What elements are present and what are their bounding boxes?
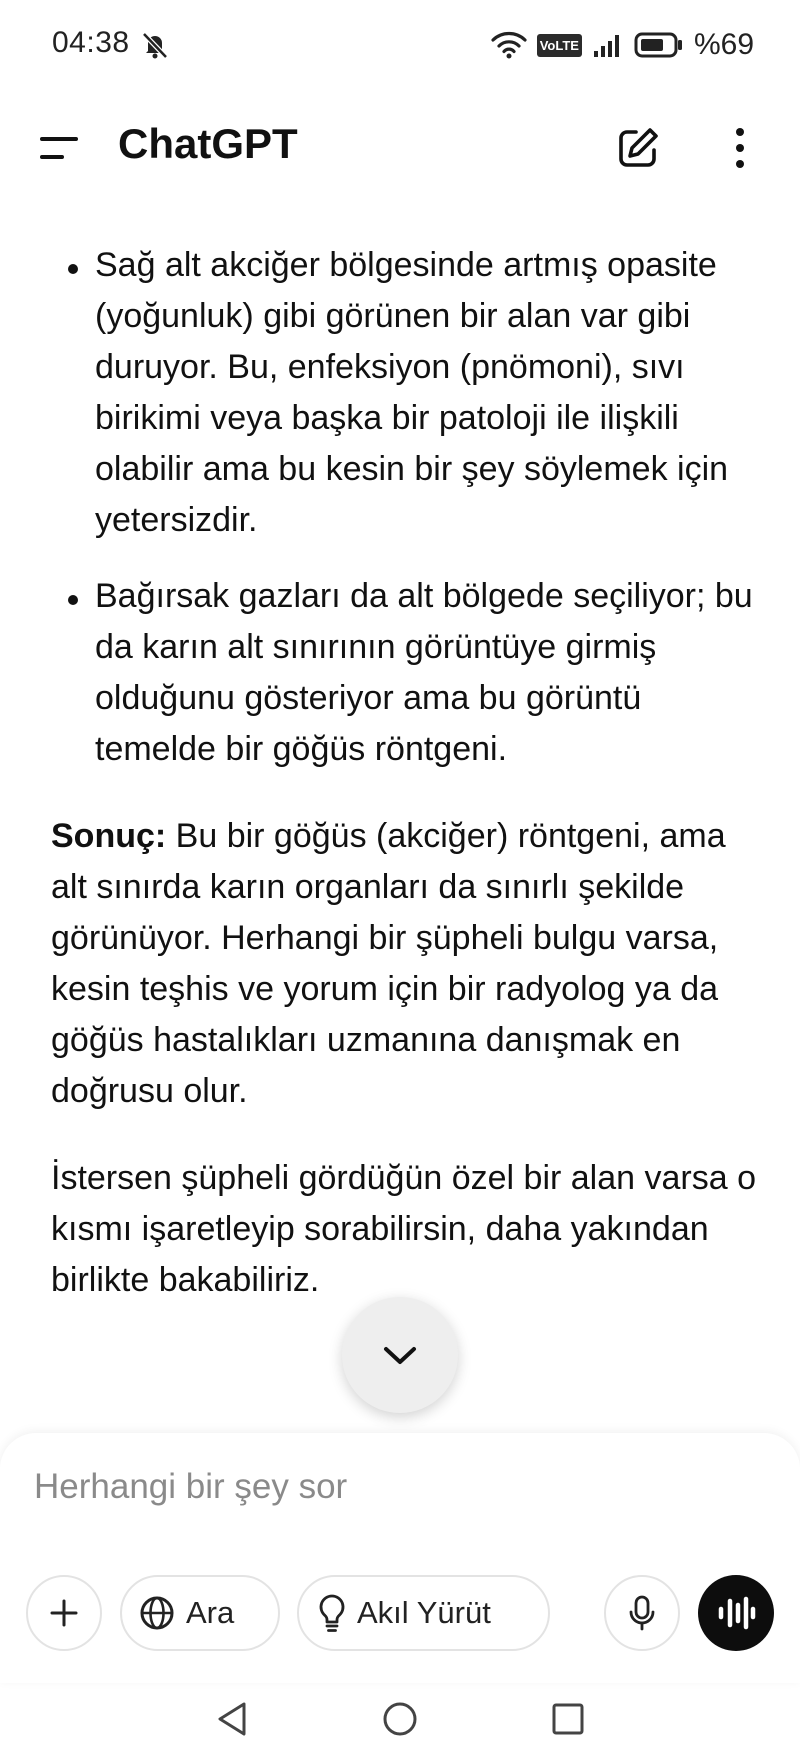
globe-icon: [138, 1594, 176, 1632]
plus-icon: [47, 1596, 81, 1630]
new-chat-icon[interactable]: [614, 124, 662, 172]
conclusion-paragraph: [0, 811, 800, 1117]
lightbulb-icon: [317, 1593, 347, 1633]
search-button[interactable]: [120, 1575, 280, 1651]
sidebar-menu-icon[interactable]: [34, 128, 82, 168]
volte-badge: VoLTE: [537, 34, 582, 57]
voice-mode-button[interactable]: [698, 1575, 774, 1651]
app-title: ChatGPT: [118, 120, 298, 167]
reason-button[interactable]: [297, 1575, 550, 1651]
recent-apps-icon[interactable]: [550, 1701, 586, 1737]
composer: [0, 1433, 800, 1683]
battery-icon: [634, 32, 684, 58]
search-button-label: Ara: [186, 1595, 235, 1630]
microphone-button[interactable]: [604, 1575, 680, 1651]
audio-waveform-icon: [716, 1595, 756, 1631]
back-icon[interactable]: [214, 1699, 250, 1739]
scroll-to-bottom-button[interactable]: [342, 1297, 458, 1413]
bullet-list: [0, 240, 800, 775]
status-bar: [0, 0, 800, 92]
signal-icon: [592, 32, 624, 58]
system-nav-bar: [0, 1683, 800, 1764]
status-time: 04:38: [52, 26, 130, 59]
microphone-icon: [627, 1594, 657, 1632]
more-options-icon[interactable]: [718, 124, 762, 172]
home-icon[interactable]: [382, 1699, 418, 1739]
battery-percent: %69: [693, 28, 754, 61]
chevron-down-icon: [380, 1341, 420, 1369]
bell-muted-icon: [140, 30, 170, 60]
conclusion-text: Bu bir göğüs (akciğer) röntgeni, ama alt sınırda karın organları da sınırlı şekilde görünüyor. Herhangi bir şüpheli bulgu varsa, kesin teşhis ve yorum için bir radyolog ya da göğüs hastalıkları uzmanına danışmak en doğrusu olur.: [51, 817, 726, 1110]
wifi-icon: [491, 31, 527, 59]
chat-messages: [0, 240, 800, 1430]
app-bar: [0, 100, 800, 196]
status-icons: [491, 28, 754, 62]
list-item: Bağırsak gazları da alt bölgede seçiliyor; bu da karın alt sınırının görüntüye girmiş olduğunu gösteriyor ama bu görüntü temelde bir göğüs röntgeni.: [52, 571, 760, 775]
followup-paragraph: İstersen şüpheli gördüğün özel bir alan varsa o kısmı işaretleyip sorabilirsin, daha yakından birlikte bakabiliriz.: [51, 1159, 756, 1299]
message-input[interactable]: Herhangi bir şey sor: [34, 1467, 348, 1506]
conclusion-label: Sonuç:: [51, 817, 167, 855]
reason-button-label: Akıl Yürüt: [357, 1595, 491, 1630]
list-item: Sağ alt akciğer bölgesinde artmış opasite (yoğunluk) gibi görünen bir alan var gibi duruyor. Bu, enfeksiyon (pnömoni), sıvı birikimi veya başka bir patoloji ile ilişkili olabilir ama bu kesin bir şey söylemek için yetersizdir.: [52, 240, 760, 546]
attach-button[interactable]: [26, 1575, 102, 1651]
